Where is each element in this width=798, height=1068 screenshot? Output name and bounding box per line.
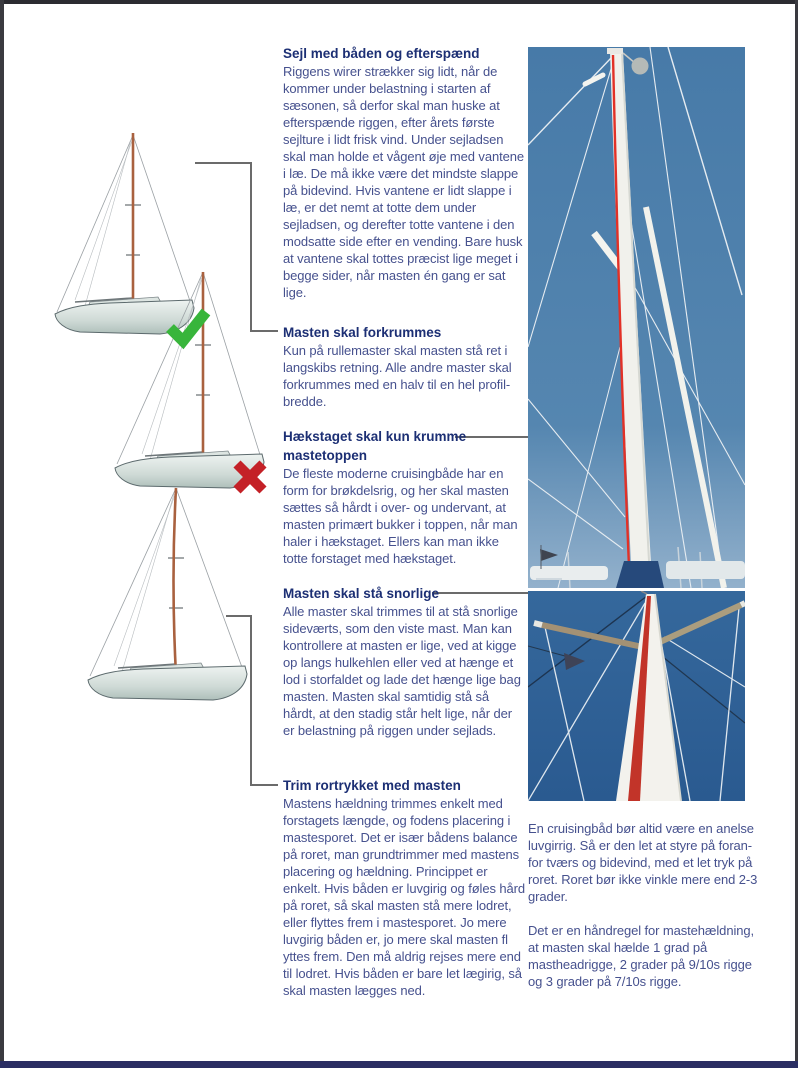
connector-line (250, 615, 252, 786)
right-column (528, 820, 758, 1007)
sailboat-drawings (30, 90, 282, 812)
connector-line (250, 330, 278, 332)
connector-line (250, 784, 278, 786)
mast-photo-top (528, 47, 745, 588)
mast-photo-bottom (528, 591, 745, 801)
section-rortryk (283, 776, 525, 999)
sailboat-drawing-1 (55, 133, 194, 334)
sailboat-drawing-3 (88, 488, 247, 700)
section-body: De fleste moderne cruisingbåde har en form for brøkdelsrig, og her skal masten sættes så hårdt i over- og undervant, at masten primært bukker i toppen, når man haler i hækstaget. Ellers kan man ikke totte forstaget med hækstaget. (283, 466, 518, 566)
connector-line (195, 162, 252, 164)
page-frame-top (0, 0, 798, 4)
section-body: Riggens wirer strækker sig lidt, når de kommer under belastning i starten af sæsonen, så derfor skal man huske at efterspænde riggen, efter årets første sejlture i lidt frisk vind. Under sejladsen skal man holde et vågent øje med vantene i læ. De må ikke være det mindste slappe på bidevind. Hvis vantene er lidt slappe i læ, er det nemt at totte dem under sejladsen, og derefter totte vantene i den modsatte side efter en vending. Bare husk at vantene skal tottes præcist lige meget i begge sider, når masten én gang er sat lige. (283, 64, 524, 300)
page-frame-left (0, 0, 4, 1068)
right-paragraph-1: En cruisingbåd bør altid være en anelse luvgirrig. Så er den let at styre på foran-for tværs og bidevind, med et let tryk på roret. Roret bør ikke vinkle mere end 2-3 grader. (528, 821, 758, 904)
section-snorlige (283, 584, 525, 739)
footer-bar (0, 1061, 798, 1068)
section-efterspaend (283, 44, 525, 301)
right-paragraph-2: Det er en håndregel for mastehældning, at masten skal hælde 1 grad på mastheadrigge, 2 grader på 9/10s rigge og 3 grader på 7/10s rigge. (528, 923, 755, 989)
connector-line (250, 162, 252, 332)
section-body: Alle master skal trimmes til at stå snorlige sideværts, som den viste mast. Man kan kontrollere at masten er lige, ved at kigge op langs hulkehlen eller ved at hænge et lod i storfaldet og lade det hænge lige bag masten. Masten skal samtidig stå så hårdt, at den stadig står helt lige, når der er belastning på riggen under sejlads. (283, 604, 521, 738)
section-heading: Masten skal forkrummes (283, 325, 442, 340)
connector-line (226, 615, 252, 617)
section-heading: Sejl med båden og efterspænd (283, 46, 480, 61)
section-body: Mastens hældning trimmes enkelt med forstagets længde, og fodens placering i mastesporet. Det er især bådens balance på roret, man grundtrimmer med mastens placering og hældning. Princippet er enkelt. Hvis båden er luvgirig og føles hård på roret, så skal masten stå mere lodret, eller flyttes frem i mastesporet. Jo mere luvgirig båden er, jo mere skal masten fl yttes frem. Den må aldrig rejses mere end til lodret. Hvis båden er bare let lægirig, så skal masten lægges ned. (283, 796, 526, 998)
section-heading: Hækstaget skal kun krumme mastetoppen (283, 429, 467, 463)
section-heading: Masten skal stå snorlige (283, 586, 440, 601)
section-heading: Trim rortrykket med masten (283, 778, 461, 793)
section-body: Kun på rullemaster skal masten stå ret i langskibs retning. Alle andre master skal forkrummes med en halv til en hel profil-bredde. (283, 343, 512, 409)
section-haekstag (283, 427, 525, 567)
section-forkrummes (283, 323, 525, 410)
